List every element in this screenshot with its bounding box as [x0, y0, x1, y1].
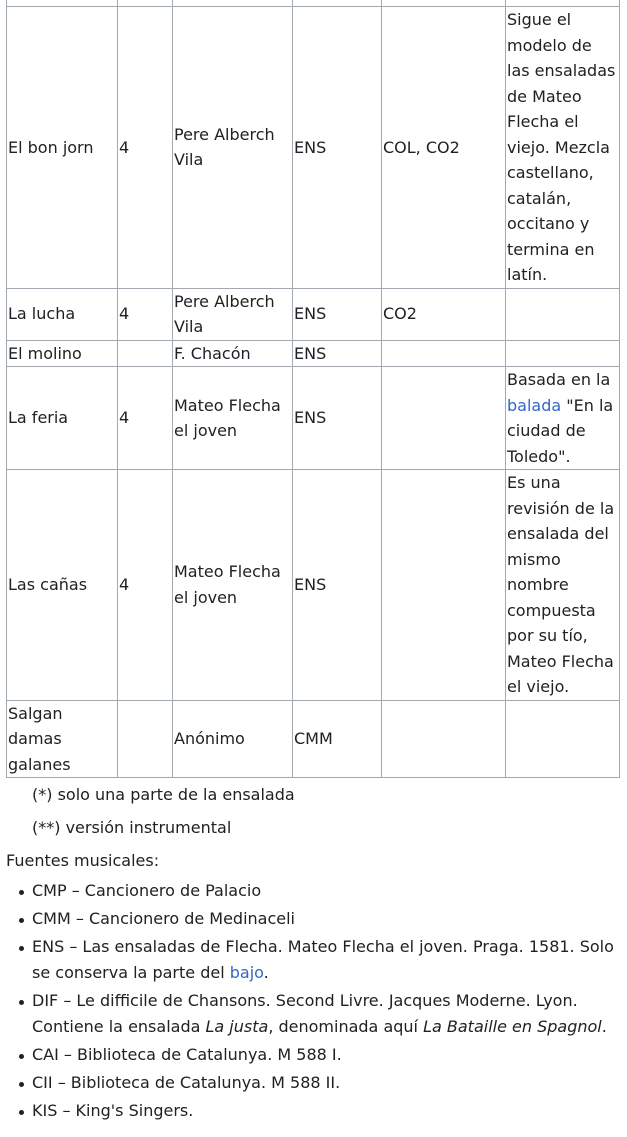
cell-notes: [506, 340, 620, 367]
list-item: CAI – Biblioteca de Catalunya. M 588 I.: [32, 1042, 627, 1068]
cell-composer: Pere Alberch Vila: [173, 7, 293, 289]
cell-title: La lucha: [7, 288, 118, 340]
ens-end: .: [263, 963, 269, 982]
dif-title-justa: La justa: [205, 1017, 269, 1036]
dif-text: DIF – Le difficile de Chansons. Second Livre. Jacques Moderne. Lyon. Contiene la ensalada: [32, 991, 578, 1036]
cell-composer: F. Chacón: [173, 340, 293, 367]
cell-recordings: [382, 700, 506, 778]
cell-composer: Mateo Flecha el joven: [173, 470, 293, 701]
cell-title: Salgan damas galanes: [7, 700, 118, 778]
cell-voices: 4: [118, 7, 173, 289]
list-item: CMP – Cancionero de Palacio: [32, 878, 627, 904]
bajo-link[interactable]: bajo: [229, 963, 264, 982]
table-row: [7, 288, 620, 340]
cell-source: ENS: [293, 288, 382, 340]
cell-voices: [118, 340, 173, 367]
cell-title: El molino: [7, 340, 118, 367]
cell-composer: Mateo Flecha el joven: [173, 367, 293, 470]
footnote-partial: (*) solo una parte de la ensalada: [32, 785, 295, 804]
dif-mid: , denominada aquí: [268, 1017, 418, 1036]
cell-composer: Pere Alberch Vila: [173, 288, 293, 340]
notes-text-before: Basada en la: [507, 370, 611, 389]
cell-recordings: [382, 367, 506, 470]
list-item: KIS – King's Singers.: [32, 1098, 627, 1124]
cell-title: El bon jorn: [7, 7, 118, 289]
table-row: [7, 340, 620, 367]
list-item: CMM – Cancionero de Medinaceli: [32, 906, 627, 932]
cell-title: Las cañas: [7, 470, 118, 701]
cell-source: CMM: [293, 700, 382, 778]
cell-source: ENS: [293, 470, 382, 701]
cell-recordings: [382, 470, 506, 701]
table-row: [7, 470, 620, 701]
footnote-instrumental: (**) versión instrumental: [32, 818, 232, 837]
ensaladas-table: [6, 0, 620, 778]
table-row: [7, 367, 620, 470]
cell-recordings: CO2: [382, 288, 506, 340]
cell-title: La feria: [7, 367, 118, 470]
cell-notes: [506, 700, 620, 778]
list-item: CII – Biblioteca de Catalunya. M 588 II.: [32, 1070, 627, 1096]
cell-source: ENS: [293, 340, 382, 367]
table-row: [7, 7, 620, 289]
cell-notes: [506, 288, 620, 340]
dif-title-bataille: La Bataille en Spagnol: [423, 1017, 602, 1036]
dif-end: .: [601, 1017, 607, 1036]
cell-source: ENS: [293, 7, 382, 289]
sources-list: [0, 878, 627, 1124]
cell-notes: Es una revisión de la ensalada del mismo nombre compuesta por su tío, Mateo Flecha el viejo.: [506, 470, 620, 701]
list-item: [32, 934, 627, 986]
cell-composer: Anónimo: [173, 700, 293, 778]
cell-source: ENS: [293, 367, 382, 470]
ens-text: ENS – Las ensaladas de Flecha. Mateo Flecha el joven. Praga. 1581. Solo se conserva la parte del: [32, 937, 614, 982]
balada-link[interactable]: balada: [507, 395, 562, 415]
cell-notes: [506, 367, 620, 470]
list-item: [32, 988, 627, 1040]
cell-voices: 4: [118, 367, 173, 470]
notes-text-after: "En la ciudad de Toledo".: [507, 395, 614, 466]
cell-notes: Sigue el modelo de las ensaladas de Mateo Flecha el viejo. Mezcla castellano, catalán, occitano y termina en latín.: [506, 7, 620, 289]
cell-voices: [118, 700, 173, 778]
cell-recordings: COL, CO2: [382, 7, 506, 289]
sources-heading: Fuentes musicales:: [6, 851, 160, 870]
cell-voices: 4: [118, 288, 173, 340]
table-row: [7, 700, 620, 778]
cell-recordings: [382, 340, 506, 367]
cell-voices: 4: [118, 470, 173, 701]
